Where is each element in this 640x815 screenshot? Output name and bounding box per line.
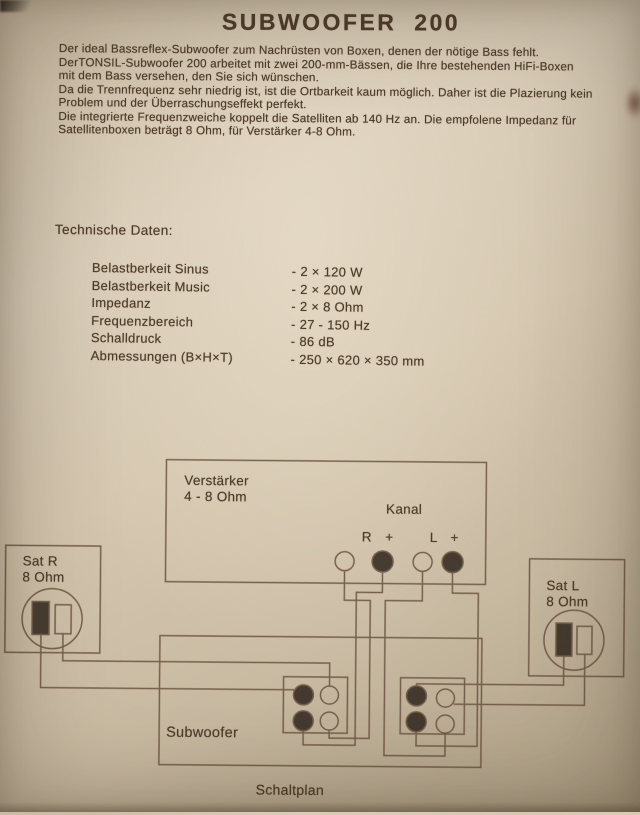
tech-value: - 2 × 8 Ohm bbox=[291, 298, 364, 315]
sat-right-name: Sat R bbox=[22, 553, 58, 569]
tech-label: Schalldruck bbox=[90, 329, 162, 346]
amplifier-label bbox=[184, 473, 249, 505]
tech-value: - 2 × 120 W bbox=[291, 263, 363, 280]
wire-amp-r-minus bbox=[329, 571, 370, 738]
tech-label: Belastberkeit Sinus bbox=[91, 259, 209, 277]
intro-line: Der ideal Bassreflex-Subwoofer zum Nachrüsten von Boxen, denen der nötige Bass fehlt. bbox=[58, 42, 540, 60]
subwoofer-label: Subwoofer bbox=[166, 724, 239, 742]
left-block-plus-out bbox=[293, 711, 313, 731]
wire-satl-plus bbox=[417, 655, 564, 687]
wire-amp-r-plus bbox=[303, 572, 383, 746]
subwoofer-outline bbox=[159, 636, 482, 768]
intro-line: DerTONSIL-Subwoofer 200 arbeitet mit zwei 200-mm-Bässen, die Ihre bestehenden HiFi-Boxen bbox=[58, 55, 574, 74]
intro-line: Die integrierte Frequenzweiche koppelt die Satelliten ab 140 Hz an. Die empfolene Impedanz für bbox=[58, 109, 577, 128]
intro-line: mit dem Bass versehen, den Sie sich wünschen. bbox=[58, 69, 320, 85]
schaltplan-caption: Schaltplan bbox=[255, 781, 325, 799]
photo-bottom-shadow bbox=[0, 802, 640, 812]
tech-data-table bbox=[91, 259, 572, 371]
tech-value: - 250 × 620 × 350 mm bbox=[290, 351, 425, 369]
sat-right-connector bbox=[22, 588, 83, 649]
sat-left-plus-terminal bbox=[556, 623, 572, 656]
right-block-plus-in bbox=[406, 686, 426, 706]
tech-label: Belastberkeit Music bbox=[91, 277, 211, 295]
left-block-plus-in bbox=[293, 685, 313, 705]
sat-right-label bbox=[22, 553, 64, 584]
sat-right-minus-terminal bbox=[55, 605, 71, 634]
sat-left-outline bbox=[529, 559, 625, 677]
amplifier-impedance: 4 - 8 Ohm bbox=[184, 488, 247, 504]
sat-left-label bbox=[546, 578, 588, 609]
sat-right-plus-terminal bbox=[32, 601, 49, 634]
tech-value: - 27 - 150 Hz bbox=[291, 316, 371, 333]
left-block-minus-out bbox=[320, 712, 338, 730]
intro-line: Problem und der Überraschungseffekt perfekt. bbox=[58, 96, 307, 112]
sat-left-minus-terminal bbox=[577, 626, 592, 654]
amp-terminal-l-plus bbox=[442, 552, 463, 573]
tech-label: Frequenzbereich bbox=[91, 312, 194, 329]
intro-line: Satellitenboxen beträgt 8 Ohm, für Verstärker 4-8 Ohm. bbox=[58, 123, 356, 139]
intro-paragraph bbox=[58, 42, 634, 142]
tech-value: - 86 dB bbox=[290, 333, 335, 350]
amplifier-name: Verstärker bbox=[184, 472, 249, 489]
right-block-minus-out bbox=[436, 715, 454, 733]
wire-satr-minus bbox=[63, 634, 330, 686]
left-channel-label: L + bbox=[429, 529, 464, 546]
tech-label: Abmessungen (B×H×T) bbox=[90, 347, 234, 365]
wiring-diagram bbox=[0, 449, 640, 815]
sat-left-name: Sat L bbox=[546, 577, 580, 594]
intro-line: Da die Trennfrequenz sehr niedrig ist, ist die Ortbarkeit kaum möglich. Daher ist die Plazierung kein bbox=[58, 82, 593, 101]
right-block-minus-in bbox=[436, 689, 454, 707]
right-block-plus-out bbox=[406, 712, 426, 732]
amp-terminal-l-minus bbox=[413, 552, 432, 571]
wire-satl-minus bbox=[454, 653, 584, 705]
tech-label: Impedanz bbox=[91, 294, 151, 311]
right-channel-label: R + bbox=[361, 529, 399, 545]
tech-value: - 2 × 200 W bbox=[291, 281, 363, 298]
channel-label: Kanal bbox=[386, 501, 423, 517]
wiring-diagram-shapes bbox=[0, 449, 640, 815]
page-title: SUBWOOFER 200 bbox=[221, 8, 461, 36]
amp-terminal-r-plus bbox=[372, 551, 393, 572]
photo-edge-smudge bbox=[624, 86, 640, 120]
sat-right-impedance: 8 Ohm bbox=[22, 568, 65, 585]
amp-terminal-r-minus bbox=[335, 552, 354, 571]
photo-corner-shadow bbox=[0, 0, 38, 12]
left-block-minus-in bbox=[320, 686, 338, 704]
tech-data-heading: Technische Daten: bbox=[54, 222, 173, 239]
sat-left-impedance: 8 Ohm bbox=[546, 593, 589, 609]
sat-left-connector bbox=[544, 610, 605, 671]
